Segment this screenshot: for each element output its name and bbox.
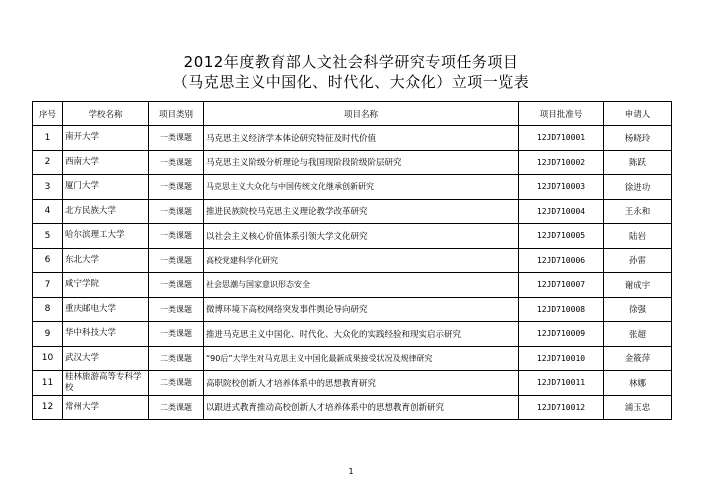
cell-seq: 11 (33, 371, 63, 396)
cell-project-name: 以社会主义核心价值体系引领大学文化研究 (204, 224, 519, 249)
cell-seq: 1 (33, 126, 63, 151)
table-row (33, 273, 672, 298)
cell-applicant: 林娜 (604, 371, 672, 396)
cell-category: 二类课题 (149, 371, 204, 396)
cell-applicant: 徐强 (604, 297, 672, 322)
cell-school: 哈尔滨理工大学 (63, 224, 149, 249)
cell-school: 北方民族大学 (63, 199, 149, 224)
cell-project-name: 马克思主义阶级分析理论与我国现阶段阶级阶层研究 (204, 150, 519, 175)
table-row (33, 248, 672, 273)
cell-category: 二类课题 (149, 395, 204, 420)
cell-seq: 8 (33, 297, 63, 322)
cell-approval-code: 12JD710003 (519, 175, 604, 200)
cell-applicant: 孙雷 (604, 248, 672, 273)
cell-applicant: 陈跃 (604, 150, 672, 175)
cell-project-name: 推进民族院校马克思主义理论教学改革研究 (204, 199, 519, 224)
cell-school: 桂林旅游高等专科学校 (63, 371, 149, 396)
table-row (33, 322, 672, 347)
table-row (33, 150, 672, 175)
cell-applicant: 谢成宇 (604, 273, 672, 298)
cell-applicant: 王永和 (604, 199, 672, 224)
cell-seq: 5 (33, 224, 63, 249)
cell-approval-code: 12JD710011 (519, 371, 604, 396)
cell-category: 一类课题 (149, 150, 204, 175)
table-row (33, 395, 672, 420)
cell-applicant: 陆岩 (604, 224, 672, 249)
cell-seq: 2 (33, 150, 63, 175)
cell-applicant: 金筱萍 (604, 346, 672, 371)
header-project-name: 项目名称 (204, 102, 519, 126)
cell-seq: 12 (33, 395, 63, 420)
cell-project-name: 马克思主义经济学本体论研究特征及时代价值 (204, 126, 519, 151)
cell-approval-code: 12JD710007 (519, 273, 604, 298)
cell-approval-code: 12JD710001 (519, 126, 604, 151)
cell-approval-code: 12JD710002 (519, 150, 604, 175)
header-category: 项目类别 (149, 102, 204, 126)
page-number: 1 (348, 467, 354, 476)
cell-project-name: “90后”大学生对马克思主义中国化最新成果接受状况及规律研究 (204, 346, 519, 371)
table-row (33, 199, 672, 224)
document-title-line1: 2012年度教育部人文社会科学研究专项任务项目 (183, 53, 519, 71)
cell-project-name: 高职院校创新人才培养体系中的思想教育研究 (204, 371, 519, 396)
header-applicant: 申请人 (604, 102, 672, 126)
cell-category: 二类课题 (149, 346, 204, 371)
table-row (33, 126, 672, 151)
table-row (33, 175, 672, 200)
cell-applicant: 杨晓玲 (604, 126, 672, 151)
cell-seq: 4 (33, 199, 63, 224)
cell-category: 一类课题 (149, 297, 204, 322)
cell-approval-code: 12JD710004 (519, 199, 604, 224)
cell-category: 一类课题 (149, 199, 204, 224)
cell-school: 武汉大学 (63, 346, 149, 371)
cell-school: 咸宁学院 (63, 273, 149, 298)
cell-project-name: 马克思主义大众化与中国传统文化继承创新研究 (204, 175, 519, 200)
cell-applicant: 徐进功 (604, 175, 672, 200)
cell-project-name: 社会思潮与国家意识形态安全 (204, 273, 519, 298)
cell-school: 西南大学 (63, 150, 149, 175)
cell-applicant: 张超 (604, 322, 672, 347)
table-header-row (33, 102, 672, 126)
cell-project-name: 高校党建科学化研究 (204, 248, 519, 273)
cell-project-name: 推进马克思主义中国化、时代化、大众化的实践经验和现实启示研究 (204, 322, 519, 347)
cell-seq: 10 (33, 346, 63, 371)
table-row (33, 346, 672, 371)
cell-category: 一类课题 (149, 126, 204, 151)
cell-approval-code: 12JD710005 (519, 224, 604, 249)
cell-category: 一类课题 (149, 248, 204, 273)
cell-applicant: 浦玉忠 (604, 395, 672, 420)
cell-approval-code: 12JD710008 (519, 297, 604, 322)
cell-approval-code: 12JD710010 (519, 346, 604, 371)
cell-project-name: 微博环境下高校网络突发事件舆论导向研究 (204, 297, 519, 322)
cell-seq: 9 (33, 322, 63, 347)
cell-school: 重庆邮电大学 (63, 297, 149, 322)
cell-category: 一类课题 (149, 322, 204, 347)
cell-school: 常州大学 (63, 395, 149, 420)
cell-school: 南开大学 (63, 126, 149, 151)
cell-seq: 3 (33, 175, 63, 200)
table-row (33, 297, 672, 322)
table-row (33, 224, 672, 249)
cell-seq: 7 (33, 273, 63, 298)
cell-approval-code: 12JD710006 (519, 248, 604, 273)
table-row (33, 371, 672, 396)
cell-approval-code: 12JD710009 (519, 322, 604, 347)
cell-category: 一类课题 (149, 273, 204, 298)
header-school: 学校名称 (63, 102, 149, 126)
cell-category: 一类课题 (149, 175, 204, 200)
project-table (32, 101, 672, 420)
cell-approval-code: 12JD710012 (519, 395, 604, 420)
document-title-line2: （马克思主义中国化、时代化、大众化）立项一览表 (172, 73, 530, 91)
cell-school: 华中科技大学 (63, 322, 149, 347)
cell-project-name: 以跟进式教育推动高校创新人才培养体系中的思想教育创新研究 (204, 395, 519, 420)
cell-school: 厦门大学 (63, 175, 149, 200)
cell-seq: 6 (33, 248, 63, 273)
cell-category: 一类课题 (149, 224, 204, 249)
header-seq: 序号 (33, 102, 63, 126)
header-approval-code: 项目批准号 (519, 102, 604, 126)
cell-school: 东北大学 (63, 248, 149, 273)
